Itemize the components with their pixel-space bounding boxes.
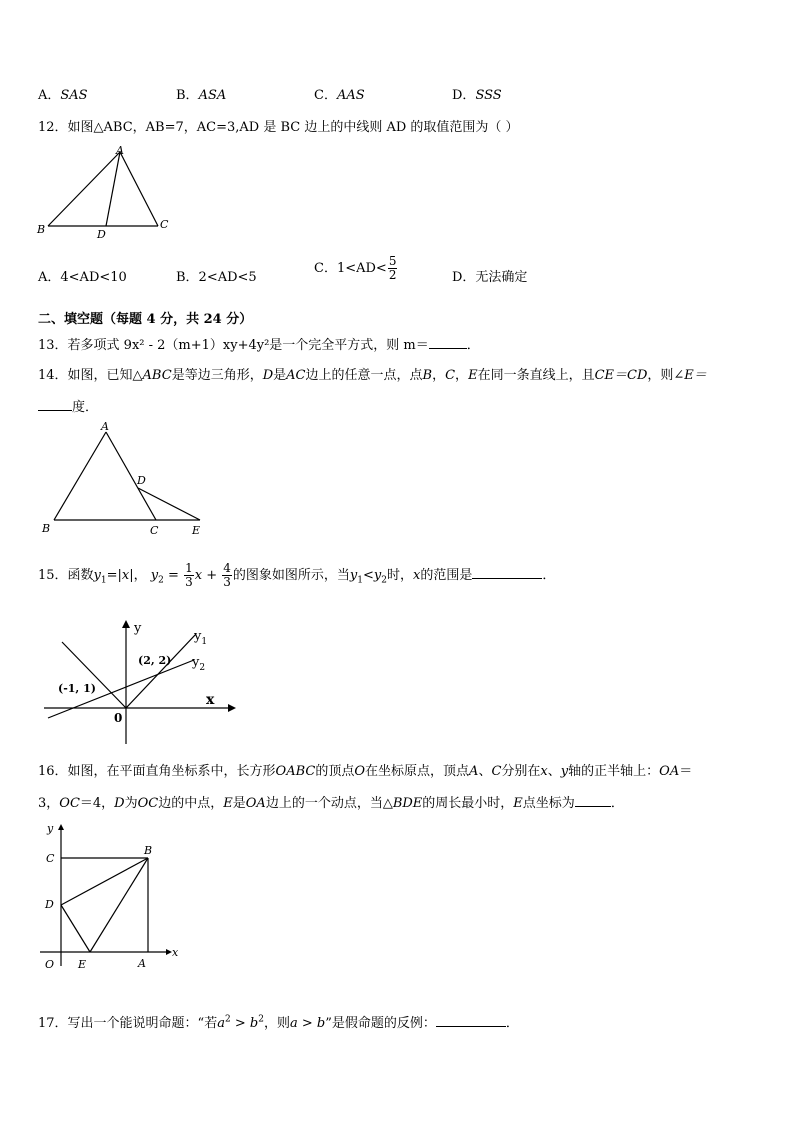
q12-option-b: B．2<AD<5 [176,270,257,285]
math-sub: 1 [357,575,363,586]
math: C [445,368,456,383]
denominator: 3 [185,575,193,589]
fraction [388,255,398,282]
math: D [262,368,274,383]
math: y [150,568,159,583]
q15-function-graph [40,618,250,748]
point-label-e: E [78,958,87,971]
fraction [184,562,194,589]
math: ∠E＝ [673,368,707,383]
math: a [217,1016,225,1031]
point-label-2-2: (2, 2) [138,654,172,667]
text: ，则 [647,368,674,383]
y2-label [191,655,205,673]
y-axis-label: y [134,621,142,636]
q14-stem-line2 [38,396,98,415]
text: 17．写出一个能说明命题：“若 [38,1016,218,1031]
numerator: 5 [388,254,397,268]
math-sub: 2 [381,575,387,586]
q12-option-c [314,255,398,282]
point-label-a: A [138,957,146,970]
math: y [560,764,569,779]
point-label-b: B [37,223,46,236]
q12-stem: 12．如图△ABC，AB=7，AC=3,AD 是 BC 边上的中线则 AD 的取值范围为（ ） [38,120,519,135]
math: a [289,1016,298,1031]
point-label-neg1-1: (-1, 1) [58,682,96,695]
numerator: 4 [223,561,231,575]
point-label-d: D [97,228,106,241]
point-label-c: C [46,852,55,865]
y-axis-label: y [47,822,54,835]
text: ”是假命题的反例： [325,1016,436,1031]
text: 的范围是 [420,568,473,583]
option-text: AAS [336,88,365,103]
math: x [540,764,548,779]
text: 为 [124,796,138,811]
option-letter: C． [314,88,337,103]
text: 在同一条直线上，且 [477,368,595,383]
section-heading: 二、填空题（每题 4 分，共 24 分） [38,312,253,327]
math: y [349,568,358,583]
text: 、 [547,764,561,779]
q12-triangle-figure [36,146,176,241]
math: OC [59,796,80,811]
y1-label-text: y [194,629,202,644]
text: 是 [273,368,287,383]
q16-stem-line1 [38,760,692,779]
fraction [222,562,232,589]
point-label-a: A [116,144,124,157]
y1-label-sub: 1 [201,637,208,647]
math: x [194,568,203,583]
point-label-b: B [42,522,51,535]
text: 度． [72,400,99,415]
math: AC [286,368,306,383]
q11-option-d [452,84,502,103]
q17-stem [38,1012,519,1031]
math: CE＝CD [594,368,648,383]
text: 分别在 [501,764,541,779]
option-letter: B． [176,88,199,103]
y1-label [193,629,207,647]
question-end: ． [466,338,480,353]
math: y [373,568,382,583]
q16-stem-line2 [38,792,624,811]
text: 点坐标为 [522,796,575,811]
text: 时， [387,568,414,583]
text: 16．如图，在平面直角坐标系中，长方形 [38,764,276,779]
text: 的周长最小时， [422,796,514,811]
point-label-c: C [160,218,169,231]
math: OABC [275,764,316,779]
math: x [121,568,130,583]
math-sup: 2 [258,1014,264,1025]
math: B [422,368,433,383]
point-label-d: D [137,474,146,487]
y2-label-sub: 2 [199,663,206,673]
math: =| [106,568,122,583]
math: + [206,568,218,583]
math: OA [245,796,266,811]
text: 14．如图，已知 [38,368,133,383]
math: A [469,764,479,779]
text: ，则 [263,1016,290,1031]
math: OA [659,764,680,779]
math: < [363,568,374,583]
q12-option-d: D．无法确定 [452,270,528,285]
text: 是等边三角形， [171,368,263,383]
math-sub: 2 [158,575,164,586]
math: E [513,796,523,811]
q14-triangle-figure [38,418,213,540]
text: 边上的一个动点，当△ [265,796,393,811]
answer-blank[interactable] [429,348,467,349]
text: ． [542,568,556,583]
math: b [249,1016,259,1031]
point-label-o: O [45,958,55,971]
origin-label: 0 [114,711,123,725]
option-text: SAS [60,88,88,103]
text: ＝ [679,764,693,779]
q16-rectangle-figure [40,818,190,973]
q15-stem [38,562,555,595]
math: O [354,764,366,779]
answer-blank[interactable] [38,410,72,411]
math: E [223,796,233,811]
math: BDE [392,796,423,811]
point-label-c: C [150,524,159,537]
math: x [413,568,421,583]
math: △ABC [132,368,172,383]
math: y [93,568,101,583]
denominator: 2 [388,268,397,282]
option-text: SSS [475,88,502,103]
q11-option-b [176,84,226,103]
text: 边上的任意一点，点 [305,368,423,383]
text: ． [505,1016,519,1031]
point-label-e: E [192,524,201,537]
q14-stem-line1: 14．如图，已知△ABC是等边三角形，D是AC边上的任意一点，点B，C，E在同一条直线上，且CE＝CD，则∠E＝ [38,368,707,383]
text: 轴的正半轴上： [568,764,660,779]
option-letter: A． [38,88,61,103]
math: C [491,764,502,779]
option-letter: D． [452,88,476,103]
text: 的顶点 [315,764,355,779]
point-label-b: B [144,844,153,857]
option-text: C．1<AD< [314,261,387,276]
q11-option-a [38,84,88,103]
q12-option-a: A．4<AD<10 [38,270,127,285]
point-label-a: A [101,420,109,433]
math-sub: 1 [100,575,107,586]
numerator: 1 [185,561,193,575]
math: E [468,368,478,383]
text: 在坐标原点，顶点 [365,764,470,779]
math: |， [129,568,147,583]
denominator: 3 [223,575,231,589]
text: 是 [232,796,246,811]
answer-blank[interactable] [575,806,611,807]
math: D [114,796,125,811]
math-sup: 2 [224,1014,231,1025]
text: 的图象如图所示，当 [232,568,350,583]
math: = [168,568,179,583]
text: 3， [38,796,60,811]
x-axis-label: x [172,946,179,959]
answer-blank[interactable] [472,578,542,579]
text: 边的中点， [158,796,224,811]
math: > [297,1016,317,1031]
x-axis-label: x [206,692,215,708]
q13-stem [38,334,480,353]
text: 15．函数 [38,568,94,583]
text: 、 [478,764,492,779]
option-text: ASA [198,88,227,103]
math: OC [137,796,159,811]
y2-label-text: y [192,655,200,670]
text: ． [610,796,624,811]
question-text: 13．若多项式 9x² - 2（m+1）xy+4y²是一个完全平方式，则 m＝ [38,338,429,353]
math: b [316,1016,326,1031]
q11-option-c [314,84,365,103]
answer-blank[interactable] [436,1026,506,1027]
point-label-d: D [45,898,54,911]
math: > [230,1016,250,1031]
text: ＝4， [79,796,115,811]
